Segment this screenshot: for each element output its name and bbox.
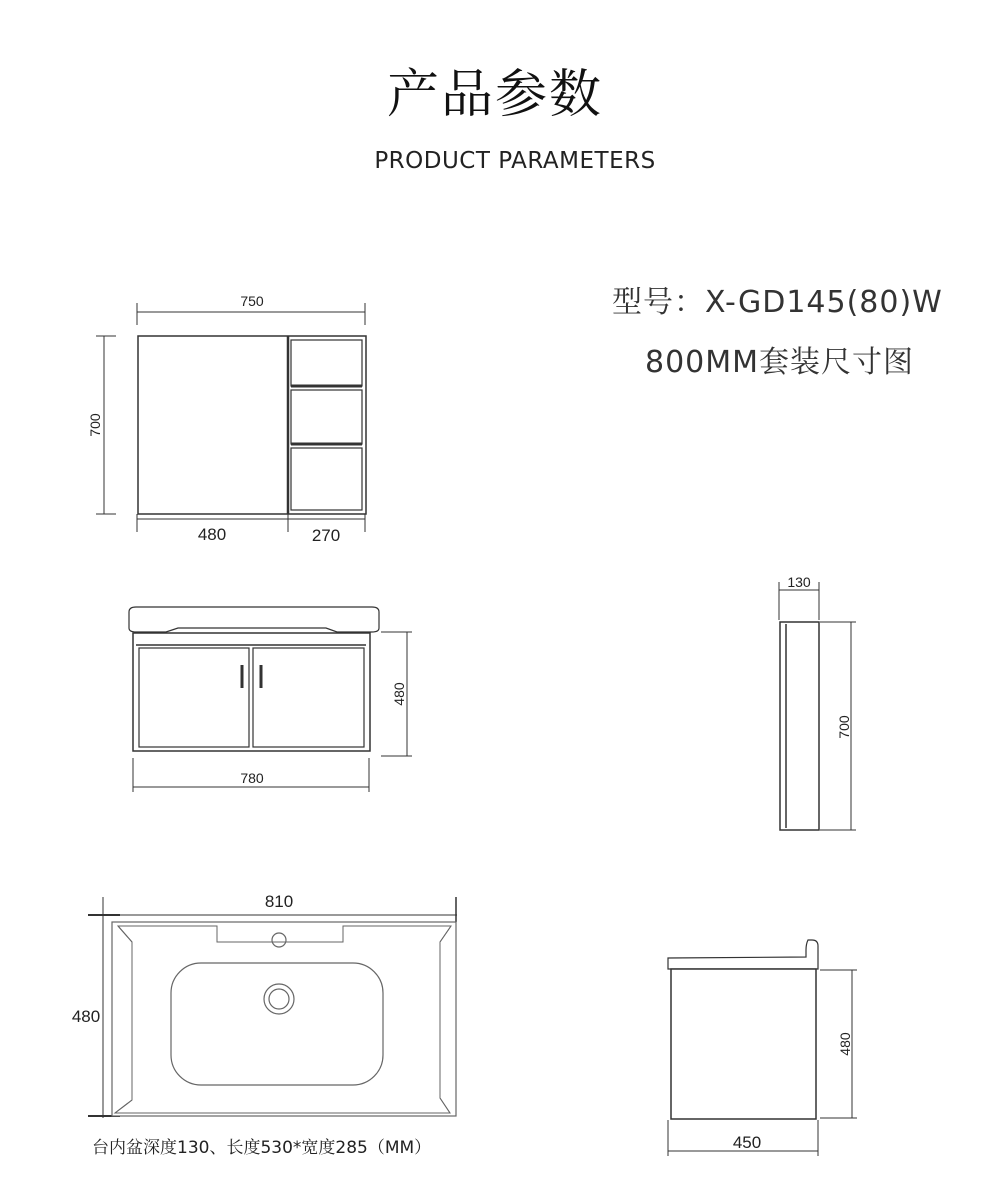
- mirror-depth-label: 130: [787, 574, 811, 590]
- basin-depth-label: 480: [71, 1007, 101, 1026]
- page-subtitle: PRODUCT PARAMETERS: [374, 148, 656, 174]
- set-size-label: 800MM套装尺寸图: [645, 345, 915, 380]
- mirror-right-width-label: 270: [311, 526, 341, 545]
- basin-width-label: 810: [264, 892, 294, 911]
- page-title: 产品参数: [386, 65, 603, 125]
- vanity-side-height-label: 480: [837, 1032, 853, 1056]
- vanity-side-view: [668, 940, 857, 1156]
- vanity-width-label: 780: [240, 770, 264, 786]
- vanity-depth-label: 450: [732, 1133, 762, 1152]
- mirror-left-width-label: 480: [197, 525, 227, 544]
- mirror-width-label: 750: [240, 293, 264, 309]
- mirror-side-view: [779, 582, 856, 830]
- mirror-side-height-label: 700: [836, 715, 852, 739]
- mirror-cabinet-front-view: [96, 303, 366, 532]
- vanity-height-label: 480: [391, 682, 407, 706]
- model-number: 型号：X-GD145(80)W: [612, 285, 943, 320]
- basin-inner-dimensions-note: 台内盆深度130、长度530*宽度285（MM）: [92, 1138, 432, 1158]
- mirror-height-label: 700: [87, 413, 103, 437]
- basin-top-view: [88, 897, 457, 1118]
- vanity-front-view: [129, 607, 412, 792]
